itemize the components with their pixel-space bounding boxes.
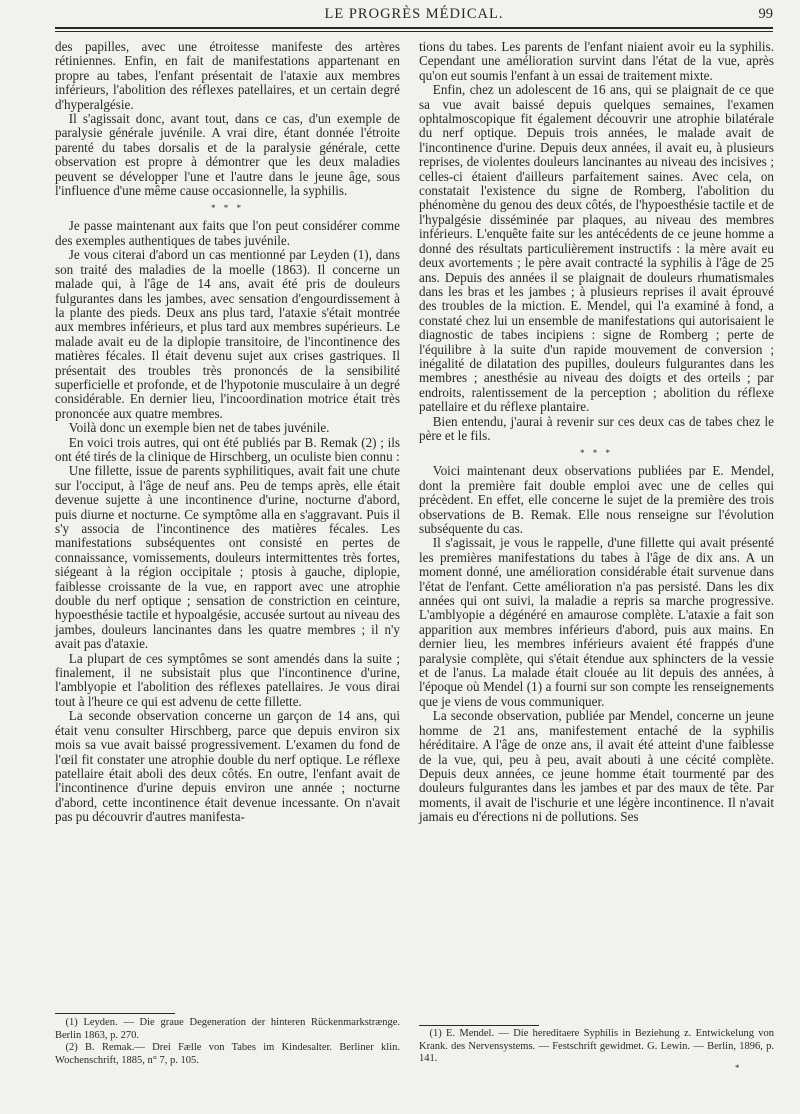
- page-number: 99: [758, 6, 773, 22]
- paragraph: Il s'agissait donc, avant tout, dans ce cas, d'un exemple de paralysie générale juvénile. A vrai dire, étant donnée l'étroite parenté du tabes dorsalis et de la paralysie générale, cette observation est propre à démontrer que les deux maladies peuvent se développer l'une et l'autre dans le jeune âge, sous l'influence d'une même cause occasionnelle, la syphilis.: [55, 111, 400, 199]
- left-footnotes: [55, 1017, 400, 1067]
- paragraph: Voilà donc un exemple bien net de tabes juvénile.: [68, 420, 330, 436]
- paragraph: Une fillette, issue de parents syphilitiques, avait fait une chute sur l'occiput, à l'âge de neuf ans. Peu de temps après, elle était devenue sujette à une incontinence d'urine, nocturne d'abord, puis diurne et nocturne. Ce symptôme alla en s'aggravant. Puis il s'y associa de l'incontinence des matières fécales. Les manifestations subséquentes ont consisté en pertes de connaissance, vomissements, douleurs intermittentes très fortes, siégeant à la région occipitale ; ptosis à gauche, diplopie, faiblesse croissante de la vue, en rapport avec une atrophie double du nerf optique ; sensation de constriction en ceinture, hypoesthésie tactile et hypoalgésie, accusée surtout au niveau des jambes, douleurs lancinantes dans les quatre membres ; il n'y avait pas d'ataxie.: [55, 463, 400, 652]
- footnote-rule: [55, 1013, 175, 1014]
- left-column: [55, 40, 400, 825]
- section-asterism: * * *: [580, 448, 613, 459]
- section-asterism: * * *: [211, 203, 244, 214]
- running-header: [55, 6, 773, 28]
- footnote: (1) E. Mendel. — Die hereditaere Syphilis in Beziehung z. Entwickelung von Krank. des Nervensystems. — Festschrift gewidmet. G. Lewin. — Berlin, 1896, p. 141.: [419, 1028, 774, 1064]
- paragraph: Enfin, chez un adolescent de 16 ans, qui se plaignait de ce que sa vue avait baissé depuis quelques semaines, l'examen ophtalmoscopique fit également découvrir une atrophie bilatérale du nerf optique. Depuis trois années, le malade avait de l'incontinence d'urine. Depuis deux années, il avait eu, à plusieurs reprises, de violentes douleurs lancinantes au niveau des incisives ; celles-ci étaient d'ailleurs parfaitement saines. Avec cela, on constatait l'existence du signe de Romberg, l'abolition du phénomène du genou des deux côtés, de l'hypoesthésie tactile et de l'hypalgésie disséminée par plaques, au niveau des membres inférieurs. L'enquête faite sur les antécédents de ce jeune homme a donné des résultats particulièrement instructifs : la mère avait eu deux avortements ; le père avait contracté la syphilis à l'âge de 25 ans. Depuis des années il se plaignait de douleurs rhumatismales dans les bras et les jambes ; à plusieurs reprises il avait éprouvé des troubles de la miction. E. Mendel, qui l'a examiné à fond, a constaté chez lui un ensemble de manifestations qui autorisaient le diagnostic de tabes incipiens : signe de Romberg ; perte de l'équilibre à la suite d'un rapide mouvement de conversion ; inégalité de dilatation des pupilles, douleurs fulgurantes dans les membres ; anesthésie au niveau des doigts et des orteils ; par endroits, ralentissement de la perception ; abolition du réflexe patellaire et du réflexe plantaire.: [419, 82, 774, 415]
- paragraph: En voici trois autres, qui ont été publiés par B. Remak (2) ; ils ont été tirés de la clinique de Hirschberg, un oculiste bien connu :: [55, 434, 400, 464]
- paragraph: Bien entendu, j'aurai à revenir sur ces deux cas de tabes chez le père et le fils.: [419, 413, 774, 443]
- footnote: (2) B. Remak.— Drei Fælle von Tabes im Kindesalter. Berliner klin. Wochenschrift, 1885, n° 7, p. 105.: [55, 1042, 400, 1066]
- footnote: (1) Leyden. — Die graue Degeneration der hinteren Rückenmarkstrænge. Berlin 1863, p. 270.: [55, 1017, 400, 1041]
- journal-title: LE PROGRÈS MÉDICAL.: [324, 6, 504, 22]
- right-footnotes: [419, 1028, 774, 1066]
- paragraph: tions du tabes. Les parents de l'enfant niaient avoir eu la syphilis. Cependant une amélioration survint dans l'état de la vue, après qu'on eut soumis l'enfant à un essai de traitement mixte.: [419, 39, 774, 83]
- footnote-rule: [419, 1025, 539, 1026]
- paragraph: Il s'agissait, je vous le rappelle, d'une fillette qui avait présenté les premières manifestations du tabes à l'âge de dix ans. A un moment donné, une amélioration considérable était survenue dans l'état de l'enfant. Cette amélioration n'a pas persisté. Dans les dix années qui ont suivi, la maladie a repris sa marche progressive. L'amblyopie a dégénéré en amaurose complète. L'ataxie a fait son apparition aux membres inférieurs d'abord, puis aux mains. En dernier lieu, les membres inférieurs avaient été frappés d'une paralysie complète, qui s'était étendue aux sphincters de la vessie et de l'anus. La malade était clouée au lit depuis des années, à l'époque où Mendel (1) a fourni sur son compte les renseignements que je viens de vous communiquer.: [419, 535, 774, 709]
- header-rule-thin: [55, 31, 773, 32]
- paragraph: La plupart de ces symptômes se sont amendés dans la suite ; finalement, il ne subsistait plus que l'incontinence d'urine, l'amblyopie et l'abolition des réflexes patellaires. Je vous dirai tout à l'heure ce qui est advenu de cette fillette.: [55, 650, 400, 709]
- header-rule-thick: [55, 27, 773, 29]
- signature-mark: *: [735, 1063, 740, 1073]
- paragraph: Voici maintenant deux observations publiées par E. Mendel, dont la première fait double emploi avec une de celles qui précèdent. En effet, elle concerne le sujet de la première des trois observations de B. Remak. Elle nous renseigne sur l'évolution subséquente du cas.: [419, 463, 774, 536]
- paragraph: Je vous citerai d'abord un cas mentionné par Leyden (1), dans son traité des maladies de la moelle (1863). Il concerne un malade qui, à l'âge de 14 ans, avait été pris de douleurs fulgurantes dans les jambes, avec sensation d'engourdissement à la plante des pieds. Deux ans plus tard, l'ataxie s'était montrée aux membres inférieurs, et plus tard aux membres supérieurs. Le malade avait eu de la diplopie transitoire, de l'incontinence des matières fécales. Il était devenu sujet aux crises gastriques. Il présentait des troubles très prononcés de la sensibilité superficielle et profonde, et de l'hypotonie musculaire à un degré considérable. En dernier lieu, l'incoordination motrice était très prononcée aux quatre membres.: [55, 247, 400, 421]
- right-column: [419, 40, 774, 825]
- paragraph: Je passe maintenant aux faits que l'on peut considérer comme des exemples authentiques de tabes juvénile.: [55, 218, 400, 248]
- paragraph: La seconde observation concerne un garçon de 14 ans, qui était venu consulter Hirschberg, parce que depuis environ six mois sa vue avait baissé progressivement. L'examen du fond de l'œil fit constater une atrophie double du nerf optique. Le réflexe patellaire était aboli des deux côtés. En outre, l'enfant avait de l'incontinence d'urine depuis environ une année ; nocturne d'abord, cette incontinence était devenue incessante. On n'avait pas pu découvrir d'autres manifesta-: [55, 708, 400, 825]
- paragraph: La seconde observation, publiée par Mendel, concerne un jeune homme de 21 ans, manifestement entaché de la syphilis héréditaire. A l'âge de onze ans, il avait été atteint d'une faiblesse de la vue, qui, peu à peu, avait abouti à une cécité complète. Depuis deux années, ce jeune homme était tourmenté par des douleurs fulgurantes dans les jambes et par des maux de tête. Par moments, il avait de l'ischurie et une légère incontinence. Il n'avait jamais eu d'érections ni de pollutions. Ses: [419, 708, 774, 825]
- paragraph: des papilles, avec une étroitesse manifeste des artères rétiniennes. Enfin, en fait de manifestations appartenant en propre au tabes, l'enfant présentait de l'ataxie aux membres inférieurs, l'abolition des réflexes patellaires, et un certain degré d'hyperalgésie.: [55, 39, 400, 112]
